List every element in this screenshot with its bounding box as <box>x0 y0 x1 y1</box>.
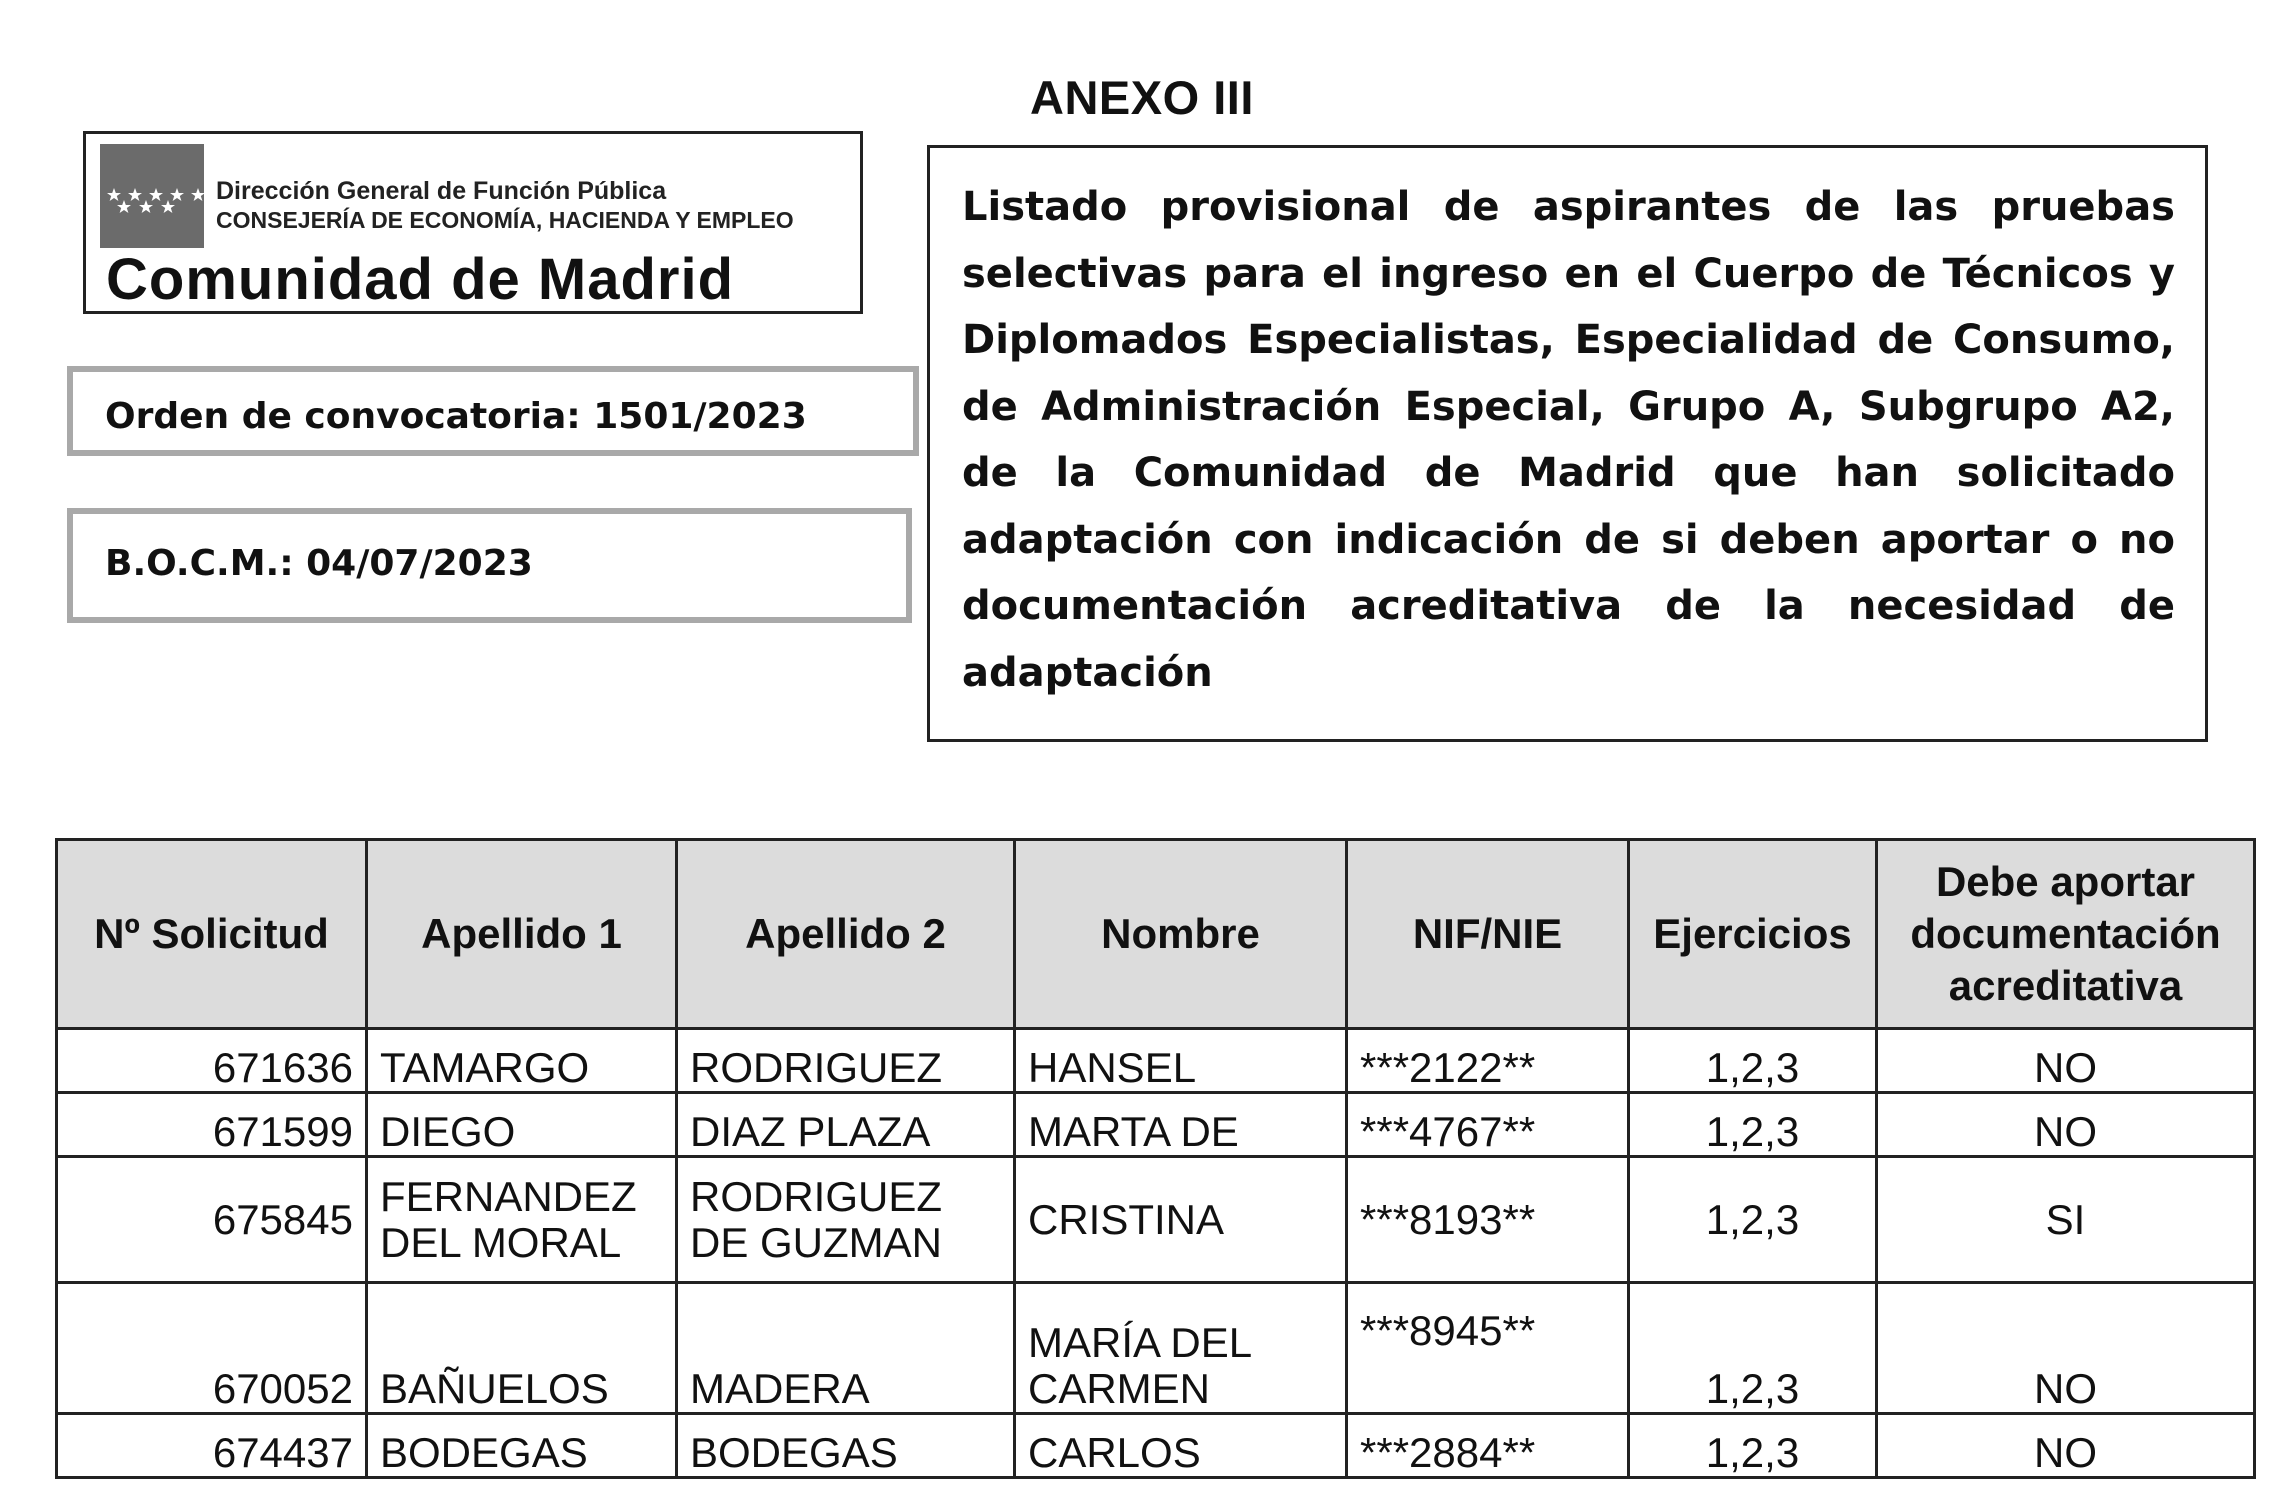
cell-nif: ***8193** <box>1347 1157 1629 1283</box>
listing-title-box <box>927 145 2208 742</box>
cell-apellido1 <box>367 1157 677 1283</box>
orden-text: Orden de convocatoria: 1501/2023 <box>105 396 807 437</box>
cell-nif: ***8945** <box>1347 1283 1629 1414</box>
logo-ministry-line: CONSEJERÍA DE ECONOMÍA, HACIENDA Y EMPLEO <box>216 207 794 233</box>
logo-community-name: Comunidad de Madrid <box>106 247 734 312</box>
logo-direction-line: Dirección General de Función Pública <box>216 177 667 205</box>
cell-debe-aportar: SI <box>1877 1157 2255 1283</box>
table-header-row <box>57 840 2255 1029</box>
header-apellido1: Apellido 1 <box>367 840 677 1029</box>
cell-nombre-line1: MARÍA DEL <box>1028 1319 1253 1366</box>
table-row <box>57 1157 2255 1283</box>
cell-apellido2: BODEGAS <box>677 1414 1015 1478</box>
applicants-table <box>55 838 2256 1479</box>
cell-apellido2: DIAZ PLAZA <box>677 1093 1015 1157</box>
cell-nif: ***2884** <box>1347 1414 1629 1478</box>
annex-title: ANEXO III <box>1030 71 1254 124</box>
cell-nif: ***4767** <box>1347 1093 1629 1157</box>
cell-apellido1: TAMARGO <box>367 1029 677 1093</box>
cell-ejercicios: 1,2,3 <box>1629 1414 1877 1478</box>
table-row <box>57 1029 2255 1093</box>
cell-nif: ***2122** <box>1347 1029 1629 1093</box>
cell-apellido2: RODRIGUEZ <box>677 1029 1015 1093</box>
cell-ejercicios: 1,2,3 <box>1629 1157 1877 1283</box>
header-debe-line2: documentación <box>1910 910 2221 957</box>
cell-solicitud: 674437 <box>57 1414 367 1478</box>
cell-nombre: CARLOS <box>1015 1414 1347 1478</box>
header-apellido2: Apellido 2 <box>677 840 1015 1029</box>
bocm-box <box>67 508 912 623</box>
cell-apellido2-line2: DE GUZMAN <box>690 1218 942 1266</box>
header-nif: NIF/NIE <box>1347 840 1629 1029</box>
orden-box <box>67 366 919 456</box>
cell-debe-aportar: NO <box>1877 1414 2255 1478</box>
cell-solicitud: 675845 <box>57 1157 367 1283</box>
header-ejercicios: Ejercicios <box>1629 840 1877 1029</box>
cell-apellido2-line1: RODRIGUEZ <box>690 1172 942 1220</box>
cell-apellido2: MADERA <box>677 1283 1015 1414</box>
cell-nombre-line2: CARMEN <box>1028 1365 1211 1412</box>
cell-nombre: CRISTINA <box>1015 1157 1347 1283</box>
cell-apellido1-line1: FERNANDEZ <box>380 1172 637 1220</box>
cell-ejercicios: 1,2,3 <box>1629 1093 1877 1157</box>
bocm-text: B.O.C.M.: 04/07/2023 <box>105 543 533 584</box>
cell-solicitud: 670052 <box>57 1283 367 1414</box>
cell-apellido1: DIEGO <box>367 1093 677 1157</box>
cell-apellido2 <box>677 1157 1015 1283</box>
institution-logo <box>83 131 863 314</box>
cell-ejercicios: 1,2,3 <box>1629 1029 1877 1093</box>
cell-debe-aportar: NO <box>1877 1093 2255 1157</box>
cell-nombre: HANSEL <box>1015 1029 1347 1093</box>
header-debe-line3: acreditativa <box>1948 962 2183 1009</box>
cell-debe-aportar: NO <box>1877 1029 2255 1093</box>
cell-solicitud: 671636 <box>57 1029 367 1093</box>
madrid-stars-flag-icon <box>100 144 204 248</box>
cell-apellido1: BAÑUELOS <box>367 1283 677 1414</box>
cell-nombre: MARTA DE <box>1015 1093 1347 1157</box>
table-row <box>57 1093 2255 1157</box>
cell-ejercicios: 1,2,3 <box>1629 1283 1877 1414</box>
cell-nombre <box>1015 1283 1347 1414</box>
cell-apellido1: BODEGAS <box>367 1414 677 1478</box>
header-solicitud: Nº Solicitud <box>57 840 367 1029</box>
listing-title: Listado provisional de aspirantes de las pruebas selectivas para el ingreso en el Cuerpo de Técnicos y Diplomados Especialistas, Especialidad de Consumo, de Administración Especial, Grupo A, Subgrupo A2, de la Comunidad de Madrid que han solicitado adaptación con indicación de si deben aportar o no documentación acreditativa de la necesidad de adaptación <box>962 184 2175 696</box>
cell-apellido1-line2: DEL MORAL <box>380 1218 622 1266</box>
cell-debe-aportar: NO <box>1877 1283 2255 1414</box>
cell-solicitud: 671599 <box>57 1093 367 1157</box>
header-debe-aportar <box>1877 840 2255 1029</box>
header-nombre: Nombre <box>1015 840 1347 1029</box>
table-row <box>57 1283 2255 1414</box>
table-row <box>57 1414 2255 1478</box>
header-debe-line1: Debe aportar <box>1935 858 2196 905</box>
